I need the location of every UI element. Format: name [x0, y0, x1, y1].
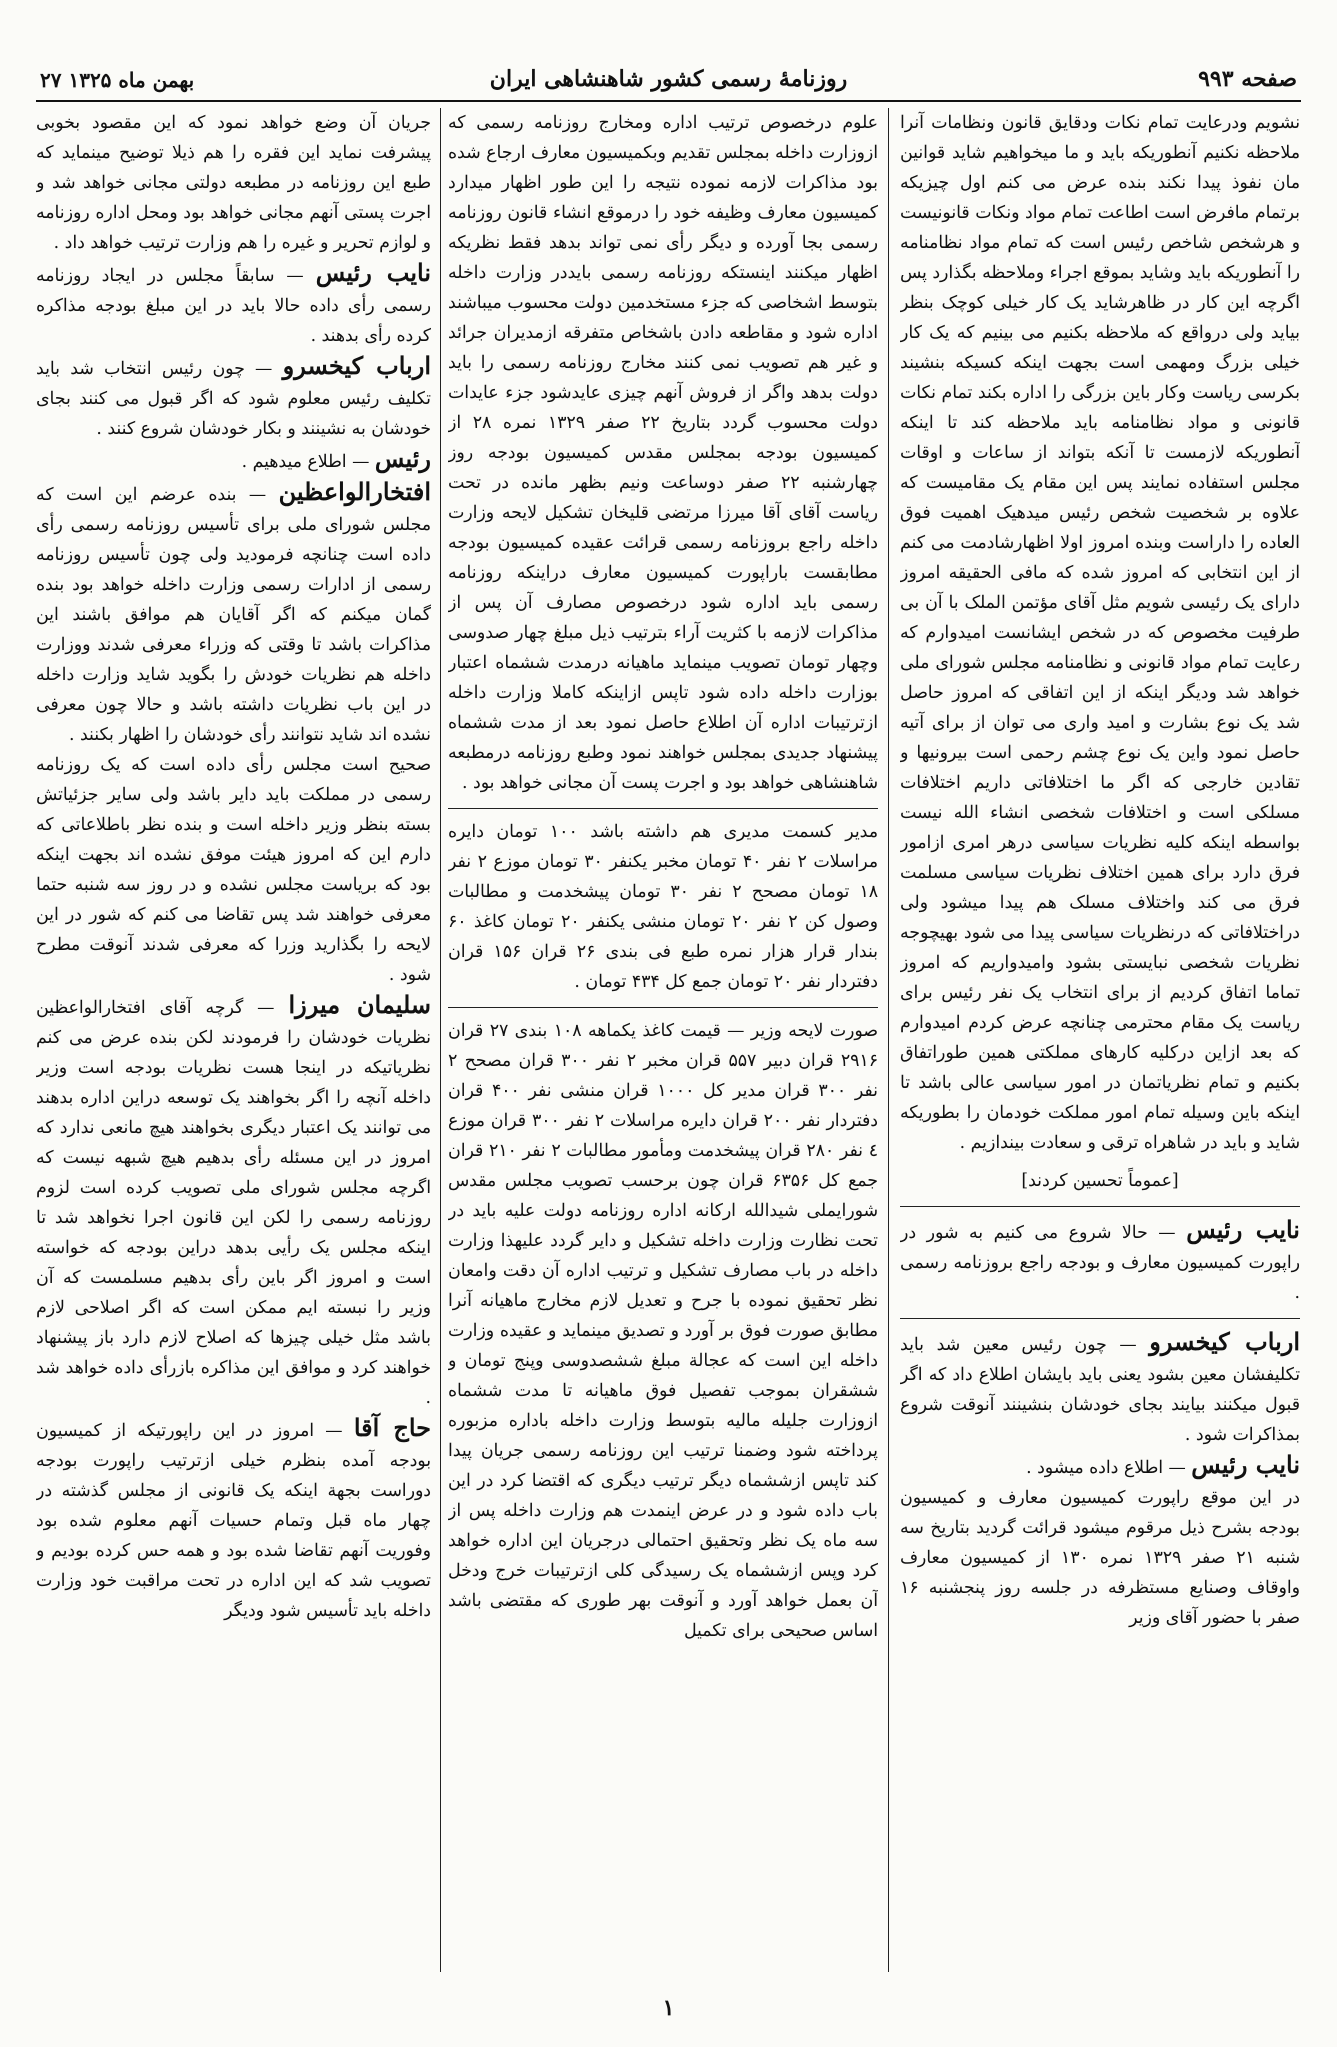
- page-header: [40, 62, 1297, 98]
- speech-block: [900, 1215, 1300, 1308]
- paragraph: — اطلاع داده میشود .: [1026, 1458, 1186, 1478]
- middle-column: [448, 108, 878, 1977]
- budget-list: مدیر کسمت مدیری هم داشته باشد ۱۰۰ تومان دایره مراسلات ۲ نفر ۴۰ تومان مخبر یکنفر ۳۰ تومان موزع ۲ نفر ۱۸ تومان مصحح ۲ نفر ۳۰ تومان پیشخدمت و مطالبات وصول کن ۲ نفر ۲۰ تومان منشی یکنفر ۲۰ تومان کاغذ ۶۰ بندار قرار هزار نمره طبع فی بندی ۲۶ قران ۱۵۶ قران دفتردار نفر ۲۰ تومان جمع کل ۴۳۴ تومان .: [448, 822, 878, 992]
- paragraph: در این موقع راپورت کمیسیون معارف و کمیسیون بودجه بشرح ذیل مرقوم میشود قرائت گردید بتاریخ سه شنبه ۲۱ صفر ۱۳۲۹ نمره ۱۳۰ از کمیسیون معارف واوقاف وصنایع مستظرفه در جلسه روز پنجشنبه ۱۶ صفر با حضور آقای وزیر: [900, 1488, 1300, 1628]
- speaker-name: حاج آقا: [353, 1413, 431, 1442]
- speaker-name: نایب رئیس: [1191, 1450, 1300, 1479]
- speech-block: [36, 477, 431, 750]
- paragraph: صحیح است مجلس رأی داده است که یک روزنامه رسمی در مملکت باید دایر باشد ولی سایر جزئیاتش بسته بنظر وزیر داخله است و بنده نظر باطلاعاتی که دارم این که امروز هیئت موفق نشده اند بجهت اینکه بود که بریاست مجلس نشده و در روز سه شنبه حتما معرفی خواهند شد پس تقاضا می کنم که شور در این لایحه را بگذارید وزرا که معرفی شدند آنوقت مطرح شود .: [36, 755, 431, 985]
- speech-block: [36, 1413, 431, 1626]
- speech-block: [900, 1450, 1300, 1483]
- speaker-name: نایب رئیس: [315, 258, 431, 287]
- paragraph: نشویم ودرعایت تمام نکات ودقایق قانون ونظامات آنرا ملاحظه نکنیم آنطوریکه باید و ما میخواهیم شاید قوانین مان نفوذ پیدا نکند بنده عرض می کنم اول چیزیکه برتمام مافرض است اطاعت تمام مواد ونکات قانونیست و هرشخص شاخص رئیس است که تمام مواد نظامنامه را آنطوریکه باید وشاید بموقع اجراء وملاحظه بگذارد پس اگرچه این کار در ظاهرشاید یک کار خیلی کوچک بنظر بیاید ولی درواقع که ملاحظه بکنیم می بینیم که یک کار خیلی بزرگ ومهمی است بجهت اینکه کسیکه بنشیند بکرسی ریاست وکار باین بزرگی را اداره بکند تمام نکات قانونی و مواد نظامنامه باید ملاحظه کند تا اینکه آنطوریکه لازمست تا آنکه بتواند از ساعات و اوقات مجلس استفاده نمایند پس این مقام یک مقامیست که علاوه بر شخصیت شخص رئیس میدهیک اهمیت فوق العاده را داراست وبنده امروز اولا اظهارشادمت می کنم از این انتخابی که امروز شده که مافی الحقیقه امروز دارای یک رئیسی شویم مثل آقای مؤتمن الملک با آن بی طرفیت مخصوص که در شخص ایشانست امیدوارم که رعایت تمام مواد قانونی و نظامنامه مجلس شورای ملی خواهد شد ودیگر اینکه از این اتفاقی که امروز حاصل شد یک نوع بشارت و امید واری می توان از برای آتیه حاصل نمود واین یک نوع چشم رحمی است بیرونیها و تقادین خارجی که اگر ما اختلافاتی داریم اختلافات مسلکی است و اختلافات شخصی انشاء الله نیست بواسطه اینکه کلیه نظریات سیاسی درهر امری ازامور فرق دارد برای همین اختلاف نظریات سیاسی مسلمت فرق می کند واختلاف مسلک هم پیدا میشود ولی دراختلافاتی که درنظریات سیاسی پیدا می شود بهیچوجه نظریات شخصی نبایستی بشود وامیدواریم که امروز تماما اتفاق کردیم از برای انتخاب یک نفر رئیس برای ریاست یک مقام محترمی چنانچه عرض کردم امیدوارم که بعد ازاین درکلیه کارهای مملکتی همین طوراتفاق بکنیم و تمام نظریاتمان در امور سیاسی عالی باشد تا اینکه باین وسیله تمام امور مملکت خودمان را بطوریکه شاید و باید در شاهراه ترقی و سعادت بیندازیم .: [900, 113, 1300, 1153]
- paragraph: — امروز در این راپورتیکه از کمیسیون بودجه آمده بنظرم خیلی ازترتیب راپورت بودجه دوراست بجهة اینکه یک قانونی از مجلس گذشته در چهار ماه قبل وتمام حسیات آنهم معلوم شده بود وفوریت آنهم تقاضا شده بود و همه حس کرده بودیم و تصویب شد که این اداره در تحت مراقبت خود وزارت داخله باید تأسیس شود ودیگر: [36, 1421, 431, 1621]
- speaker-name: سلیمان میرزا: [288, 990, 431, 1019]
- speech-block: [36, 444, 431, 477]
- speaker-name: ارباب کیخسرو: [1149, 1327, 1300, 1356]
- left-column: [36, 108, 431, 1977]
- paragraph: علوم درخصوص ترتیب اداره ومخارج روزنامه رسمی که ازوزارت داخله بمجلس تقدیم وبکمیسیون معارف ارجاع شده بود مذاکرات لازمه نموده نتیجه را این طور اظهار میدارد کمیسیون معارف وظیفه خود را درموقع انشاء قانون روزنامه رسمی بجا آورده و دیگر رأی نمی تواند بدهد فقط نظریکه اظهار میکنند اینستکه روزنامه رسمی بایددر وزارت داخله بتوسط اشخاصی که جزء مستخدمین دولت محسوب میباشند اداره شود و مقاطعه دادن باشخاص متفرقه ازمدیران جرائد و غیر هم تصویب نمی کنند مخارج روزنامه رسمی را باید دولت بدهد واگر از فروش آنهم چیزی عایدشود جزء عایدات دولت محسوب گردد بتاریخ ۲۲ صفر ۱۳۲۹ نمره ۲۸ از کمیسیون بودجه بمجلس مقدس کمیسیون بودجه روز چهارشنبه ۲۲ صفر دوساعت ونیم بظهر مانده در تحت ریاست آقای آقا میرزا مرتضی قلیخان تشکیل لایحه وزارت داخله راجع بروزنامه رسمی قرائت عقیده کمیسیون بودجه مطابقست باراپورت کمیسیون معارف دراینکه روزنامه رسمی باید اداره شود درخصوص مصارف آن پس از مذاکرات لازمه با کثریت آراء بترتیب ذیل مبلغ چهار صدوسی وچهار تومان تصویب مینماید ماهیانه درمدت ششماه اعتبار بوزارت داخله داده شود تاپس ازاینکه کاملا وزارت داخله ازترتیبات اداره آن اطلاع حاصل نمود بعد از مدت ششماه پیشنهاد جدیدی بمجلس خواهند نمود وطبع روزنامه درمطبعه شاهنشاهی خواهد بود و اجرت پست آن مجانی خواهد بود .: [448, 113, 878, 793]
- newspaper-title: روزنامهٔ رسمی کشور شاهنشاهی ایران: [489, 66, 848, 92]
- right-column: [900, 108, 1300, 1977]
- paragraph: جریان آن وضع خواهد نمود که این مقصود بخوبی پیشرفت نماید این فقره را هم ذیلا توضیح مینماید که طبع این روزنامه در مطبعه دولتی مجانی خواهد شد و اجرت پستی آنهم مجانی خواهد بود ومحل اداره روزنامه و لوازم تحریر و غیره را هم وزارت ترتیب خواهد داد .: [36, 113, 431, 253]
- separator: [448, 1007, 878, 1008]
- paragraph: — سابقاً مجلس در ایجاد روزنامه رسمی رأی داده حالا باید در این مبلغ بودجه مذاکره کرده رأی بدهند .: [36, 266, 431, 346]
- separator: [900, 1318, 1300, 1319]
- page-number-label: صفحه ۹۹۳: [1198, 66, 1297, 92]
- bracket-note: [عموماً تحسین کردند]: [1021, 1171, 1179, 1191]
- speaker-name: رئیس: [374, 444, 431, 473]
- separator: [900, 1206, 1300, 1207]
- paragraph: — گرچه آقای افتخارالواعظین نظریات خودشان را فرمودند لکن بنده عرض می کنم نظریاتیکه در اینجا هست نظریات بودجه است وزیر داخله آنچه را اگر بخواهند یک توسعه دراین اداره بدهند می توانند یک اعتبار دیگری بخواهند هیچ مانعی ندارد که امروز در این مسئله رأی بدهیم هیچ شبهه نیست که اگرچه مجلس شورای ملی تصویب کرده است لزوم روزنامه رسمی را لکن این قانون اجرا نخواهد شد تا اینکه مجلس یک رأیی بدهد دراین بودجه که خواسته است و امروز اگر باین رأی بدهیم مسلمست که آن وزیر را نبسته ایم ممکن است که اگر اصلاحی لازم باشد مثل خیلی چیزها که اصلاح لازم دارد باز پیشنهاد خواهند کرد و موافق این مذاکره بازرأی داده خواهد شد .: [36, 998, 431, 1408]
- speech-block: [900, 1327, 1300, 1450]
- separator: [448, 808, 878, 809]
- paragraph: — حالا شروع می کنیم به شور در راپورت کمیسیون معارف و بودجه راجع بروزنامه رسمی .: [900, 1223, 1300, 1303]
- header-date: ۲۷ بهمن ماه ۱۳۲۵: [40, 68, 195, 92]
- speaker-name: افتخارالواعظین: [278, 477, 431, 506]
- speech-block: [36, 990, 431, 1413]
- speaker-name: ارباب کیخسرو: [282, 351, 431, 380]
- paragraph: — چون رئیس معین شد باید تکلیفشان معین بشود یعنی باید بایشان اطلاع داد که اگر قبول میکنند بیایند بجای خودشان بنشینند آنوقت شروع بمذاکرات شود .: [900, 1335, 1300, 1445]
- paragraph: — چون رئیس انتخاب شد باید تکلیف رئیس معلوم شود که اگر قبول می کنند بجای خودشان به نشینند و بکار خودشان شروع کنند .: [36, 359, 431, 439]
- column-divider: [888, 108, 889, 1972]
- paragraph: صورت لایحه وزیر — قیمت کاغذ یکماهه ۱۰۸ بندی ۲۷ قران ۲۹۱۶ قران دبیر ۵۵۷ قران مخبر ۲ نفر ۳۰۰ قران مصحح ۲ نفر ۳۰۰ قران مدیر کل ۱۰۰۰ قران منشی نفر ۴۰۰ قران دفتردار نفر ۲۰۰ قران دایره مراسلات ۲ نفر ۳۰۰ قران موزع ٤ نفر ۲۸۰ قران پیشخدمت ومأمور مطالبات ۲ نفر ۲۱۰ قران جمع کل ۶۳۵۶ قران چون برحسب تصویب مجلس مقدس شورایملی شیدالله ارکانه اداره روزنامه دولت علیه باید در تحت نظارت وزارت داخله تشکیل و دایر گردد علیهذا وزارت داخله در باب مصارف تشکیل و ترتیب اداره آن دقت وامعان نظر تحقیق نموده با جرح و تعدیل لازم مخارج ماهیانه آنرا مطابق صورت فوق بر آورد و تصدیق مینماید و عقیده وزارت داخله این است که عجالة مبلغ ششصدوسی وپنج تومان و ششقران بموجب تفصیل فوق ماهیانه تا مدت ششماه ازوزارت جلیله مالیه بتوسط وزارت داخله باداره مزبوره پرداخته شود وضمنا ترتیب این روزنامه رسمی جریان پیدا کند تاپس ازششماه دیگر ترتیب دیگری که اقتضا کرد در این باب داده شود و در عرض اینمدت هم وزارت داخله پس از سه ماه یک نظر وتحقیق احتمالی درجریان این اداره خواهد کرد وپس ازششماه یک رسیدگی کلی ازترتیبات خرج ودخل آن بعمل خواهد آورد و آنوقت بهر طوری که مقتضی باشد اساس صحیحی برای تکمیل: [448, 1021, 878, 1641]
- footer-page-number: ۱: [662, 1995, 675, 2021]
- paragraph: — بنده عرضم این است که مجلس شورای ملی برای تأسیس روزنامه رسمی رأی داده است چنانچه فرمودید ولی چون تأسیس روزنامه رسمی از ادارات رسمی وزارت داخله خواهد بود بنده گمان میکنم که اگر آقایان هم موافق باشند این مذاکرات باشد تا وقتی که وزراء معرفی شدند ووزارت داخله هم نظریات خودش را بگوید شاید وزارت داخله در این باب نظریات داشته باشد و حالا چون معرفی نشده اند شاید نتوانند رأی خودشان را اظهار بکنند .: [36, 485, 431, 745]
- header-rule: [36, 100, 1301, 102]
- speaker-name: نایب رئیس: [1186, 1215, 1300, 1244]
- paragraph: — اطلاع میدهیم .: [241, 452, 370, 472]
- column-divider: [440, 108, 441, 1972]
- speech-block: [36, 351, 431, 444]
- speech-block: [36, 258, 431, 351]
